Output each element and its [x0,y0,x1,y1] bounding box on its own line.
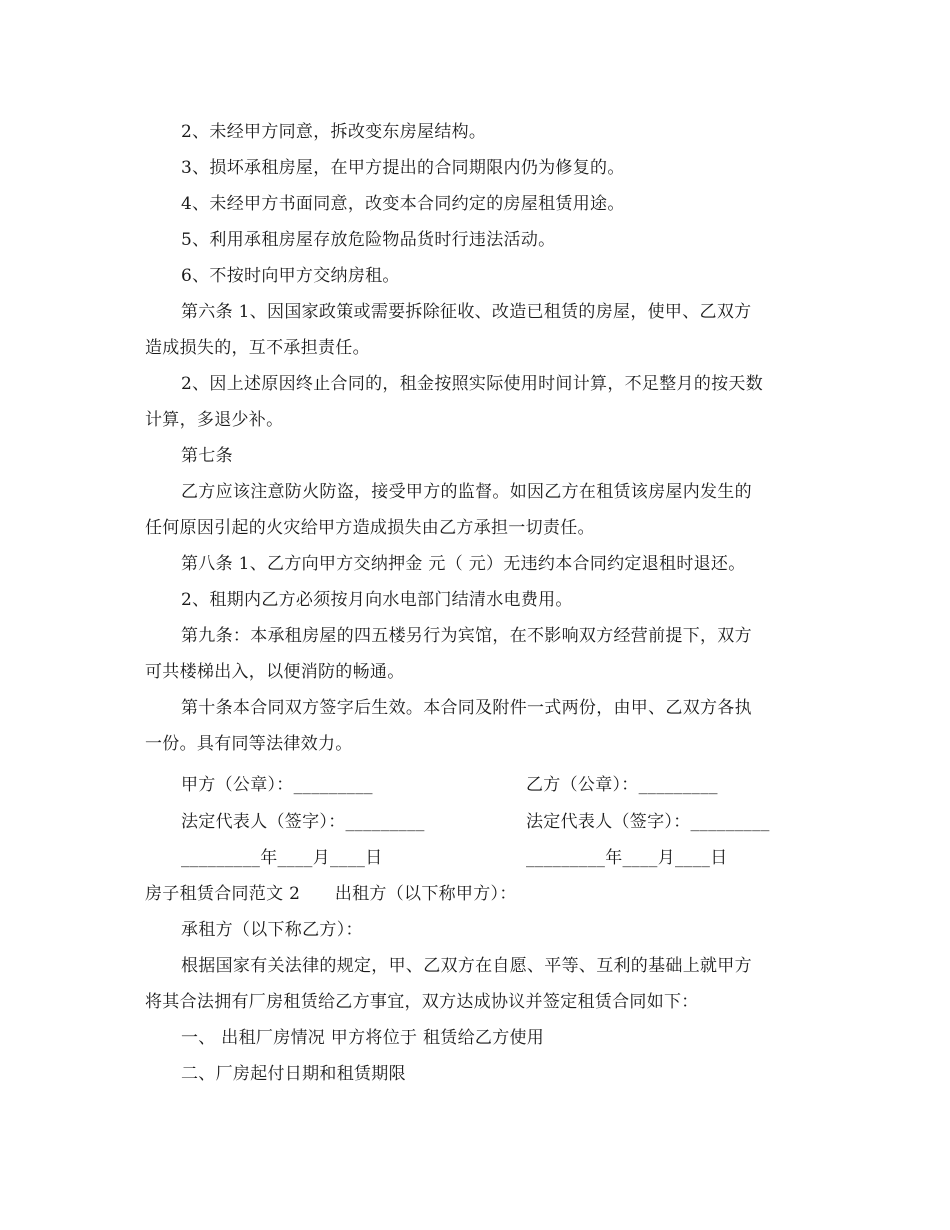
party-b-representative: 法定代表人（签字）：_________ [526,812,770,832]
clause-line: 6、不按时向甲方交纳房租。 [181,266,400,286]
article-10-line: 一份。具有同等法律效力。 [145,734,353,754]
party-b-seal: 乙方（公章）：_________ [526,775,718,795]
article-7-line: 任何原因引起的火灾给甲方造成损失由乙方承担一切责任。 [145,518,595,538]
article-8-line: 2、租期内乙方必须按月向水电部门结清水电费用。 [181,590,573,610]
clause-line: 5、利用承租房屋存放危险物品货时行违法活动。 [181,230,556,250]
article-7-heading: 第七条 [181,446,233,466]
article-8-line: 第八条 1、乙方向甲方交纳押金 元（ 元）无违约本合同约定退租时退还。 [181,554,746,574]
party-a-seal: 甲方（公章）：_________ [181,775,373,795]
clause-line: 4、未经甲方书面同意，改变本合同约定的房屋租赁用途。 [181,194,625,214]
article-6-line: 2、因上述原因终止合同的，租金按照实际使用时间计算，不足整月的按天数 [181,374,764,394]
article-9-line: 可共楼梯出入，以便消防的畅通。 [145,662,405,682]
article-9-line: 第九条：本承租房屋的四五楼另行为宾馆，在不影响双方经营前提下，双方 [181,626,752,646]
section-heading: 二、厂房起付日期和租赁期限 [181,1064,406,1084]
clause-line: 2、未经甲方同意，拆改变东房屋结构。 [181,122,487,142]
section-heading: 一、 出租厂房情况 甲方将位于 租赁给乙方使用 [181,1028,545,1048]
article-6-line: 计算，多退少补。 [145,410,284,430]
clause-line: 3、损坏承租房屋，在甲方提出的合同期限内仍为修复的。 [181,158,625,178]
intro-line: 根据国家有关法律的规定，甲、乙双方在自愿、平等、互利的基础上就甲方 [181,956,752,976]
party-b-date: _________年____月____日 [526,848,728,868]
article-7-line: 乙方应该注意防火防盗，接受甲方的监督。如因乙方在租赁该房屋内发生的 [181,482,752,502]
article-6-line: 造成损失的，互不承担责任。 [145,338,370,358]
second-contract-heading: 房子租赁合同范文 2 出租方（以下称甲方）： [145,884,517,904]
article-10-line: 第十条本合同双方签字后生效。本合同及附件一式两份，由甲、乙双方各执 [181,698,752,718]
lessee-line: 承租方（以下称乙方）： [181,920,363,940]
intro-line: 将其合法拥有厂房租赁给乙方事宜，双方达成协议并签定租赁合同如下： [145,992,699,1012]
party-a-date: _________年____月____日 [181,848,383,868]
party-a-representative: 法定代表人（签字）：_________ [181,812,425,832]
article-6-line: 第六条 1、因国家政策或需要拆除征收、改造已租赁的房屋，使甲、乙双方 [181,302,752,322]
